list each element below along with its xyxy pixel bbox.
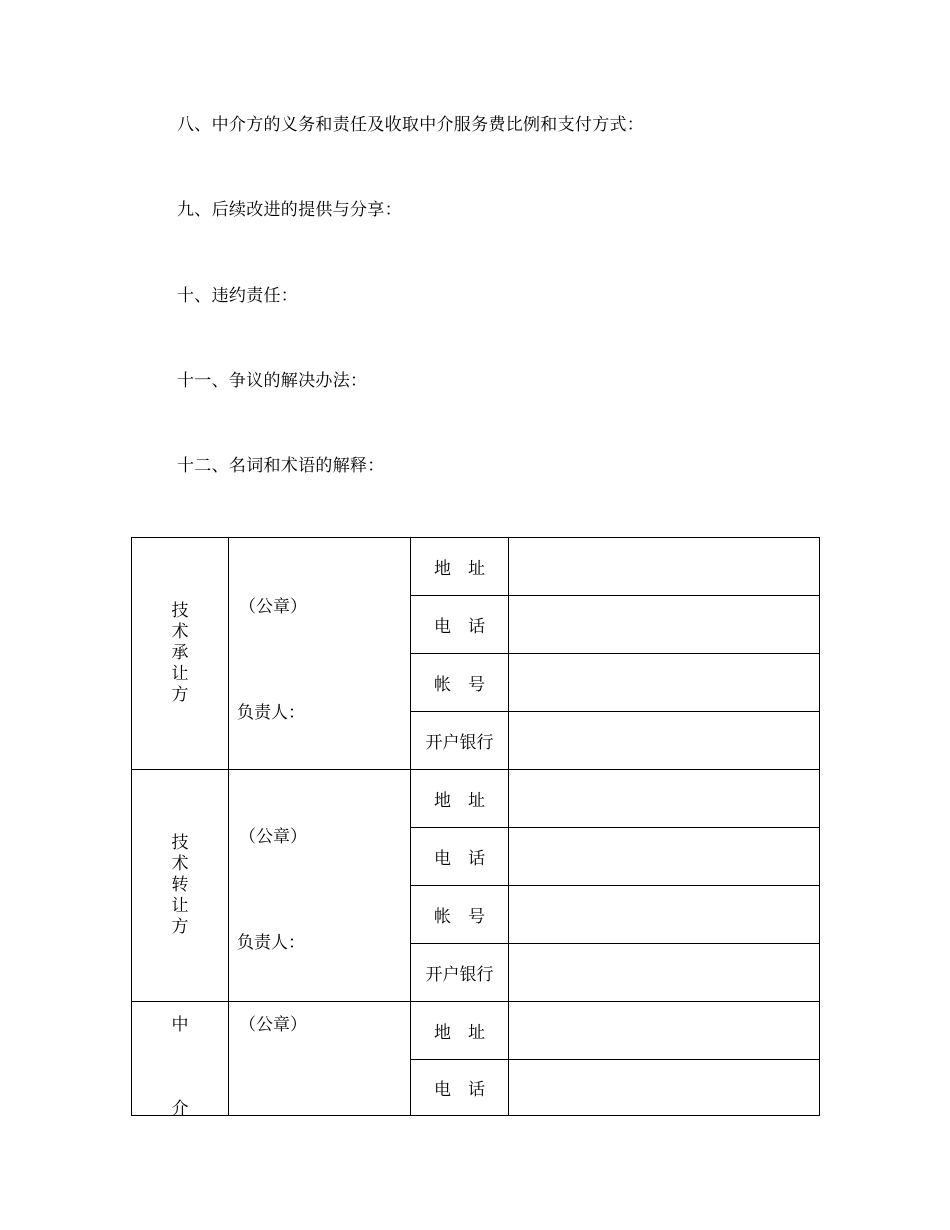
clause-9: 九、后续改进的提供与分享：: [177, 200, 402, 220]
party-seal-cell: [229, 538, 411, 770]
field-value-bank[interactable]: [509, 944, 820, 1002]
field-value-phone[interactable]: [509, 828, 820, 886]
seal-label: （公章）: [239, 1015, 307, 1035]
field-label-phone: 电 话: [411, 596, 509, 654]
clause-12: 十二、名词和术语的解释：: [177, 456, 385, 476]
field-value-account[interactable]: [509, 654, 820, 712]
field-value-phone[interactable]: [509, 596, 820, 654]
clause-10: 十、违约责任：: [177, 286, 299, 306]
field-label-phone: 电 话: [411, 1060, 509, 1116]
clause-8: 八、中介方的义务和责任及收取中介服务费比例和支付方式：: [177, 115, 645, 135]
field-label-bank: 开户银行: [411, 712, 509, 770]
field-value-phone[interactable]: [509, 1060, 820, 1116]
party-name-cell: [132, 1002, 229, 1119]
party-seal-cell: [229, 770, 411, 1002]
representative-label: 负责人：: [237, 933, 305, 953]
party-seal-cell: [229, 1002, 411, 1116]
field-value-account[interactable]: [509, 886, 820, 944]
seal-label: （公章）: [239, 827, 307, 847]
party-name-assignee: 技术承让方: [171, 601, 189, 705]
field-label-address: 地 址: [411, 538, 509, 596]
field-label-bank: 开户银行: [411, 944, 509, 1002]
field-value-address[interactable]: [509, 538, 820, 596]
party-name-intermediary-top: 中: [171, 1015, 189, 1035]
signature-table: [131, 537, 820, 1119]
field-value-address[interactable]: [509, 1002, 820, 1060]
representative-label: 负责人：: [237, 703, 305, 723]
party-name-assignor: 技术转让方: [171, 833, 189, 937]
seal-label: （公章）: [239, 597, 307, 617]
clause-11: 十一、争议的解决办法：: [177, 371, 368, 391]
field-label-address: 地 址: [411, 770, 509, 828]
field-value-address[interactable]: [509, 770, 820, 828]
party-name-cell: [132, 538, 229, 770]
party-name-cell: [132, 770, 229, 1002]
party-name-intermediary-bottom: 介: [171, 1099, 189, 1119]
field-label-account: 帐 号: [411, 886, 509, 944]
field-label-account: 帐 号: [411, 654, 509, 712]
field-label-address: 地 址: [411, 1002, 509, 1060]
field-label-phone: 电 话: [411, 828, 509, 886]
field-value-bank[interactable]: [509, 712, 820, 770]
